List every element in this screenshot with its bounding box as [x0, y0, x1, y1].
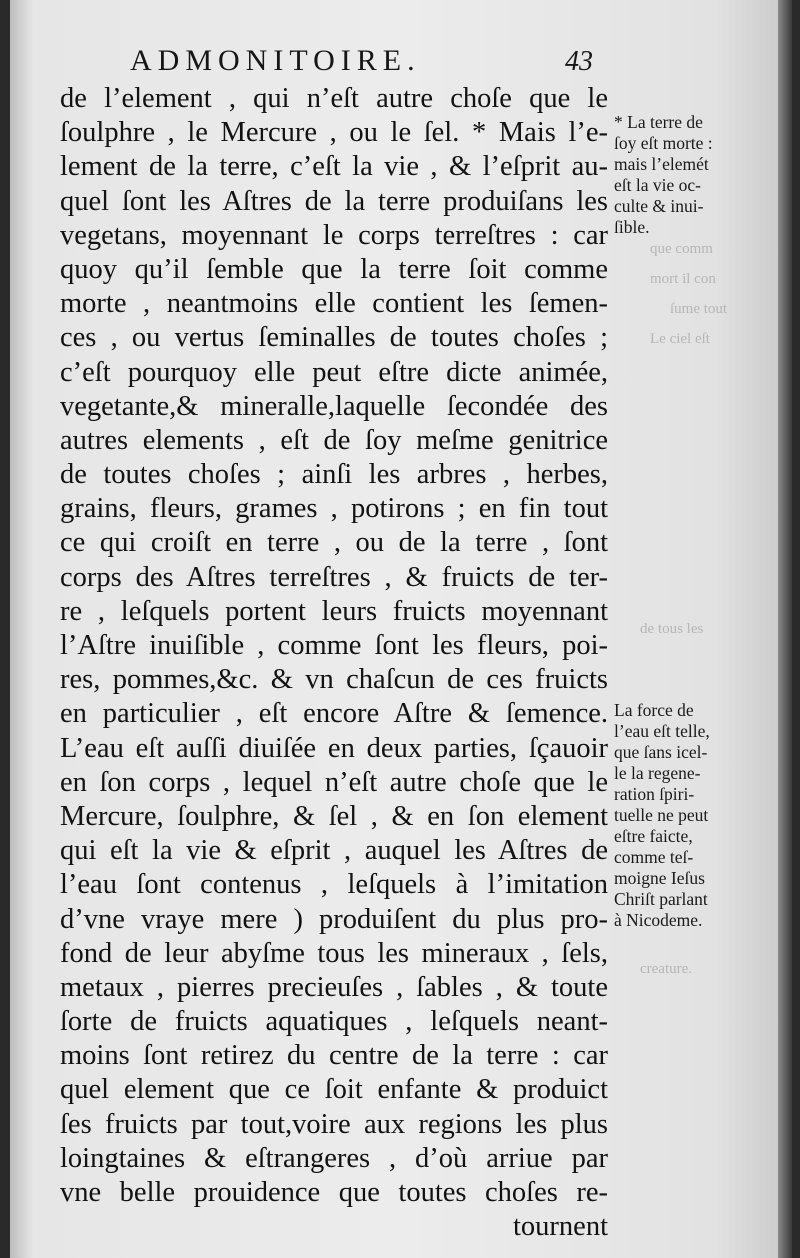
text-line: quel ſont les Aſtres de la terre produiſans les: [60, 185, 608, 217]
margin-note-line: eſtre faicte,: [614, 826, 693, 846]
margin-note-water: [614, 700, 774, 931]
text-line: ces , ou vertus ſeminalles de toutes choſes ;: [60, 322, 608, 354]
margin-note-line: que ſans icel-: [614, 742, 708, 762]
text-line: metaux , pierres precieuſes , ſables , & toute: [60, 971, 608, 1003]
margin-note-line: ſible.: [614, 217, 650, 237]
text-line: vegetante,& mineralle,laquelle ſecondée des: [60, 390, 608, 422]
show-through-decoration: de tous les: [640, 621, 704, 637]
margin-note-earth: [614, 112, 774, 238]
margin-note-line: le la regene-: [614, 763, 701, 783]
margin-note-line: culte & inui-: [614, 196, 704, 216]
margin-note-line: eſt la vie oc-: [614, 175, 701, 195]
text-line: fond de leur abyſme tous les mineraux , ſels,: [60, 937, 608, 969]
text-line: de l’element , qui n’eſt autre choſe que le: [60, 83, 608, 114]
text-line: ce qui croiſt en terre , ou de la terre , ſont: [60, 527, 608, 559]
main-text-block: [60, 82, 608, 1244]
show-through-decoration: mort il con: [650, 271, 716, 287]
margin-note-line: * La terre de: [614, 112, 703, 132]
margin-note-line: mais l’elemét: [614, 154, 709, 174]
running-head: ADMONITOIRE.: [130, 44, 421, 77]
show-through-decoration: que comm: [650, 241, 713, 257]
margin-note-line: La force de: [614, 700, 694, 720]
text-line: ſoulphre , le Mercure , ou le ſel. * Mais l’e-: [60, 117, 608, 149]
text-line: L’eau eſt auſſi diuiſée en deux parties, ſçauoir: [60, 732, 608, 764]
text-line: d’vne vraye mere ) produiſent du plus pro-: [60, 903, 608, 935]
text-line: Mercure, ſoulphre, & ſel , & en ſon element: [60, 800, 608, 832]
text-line: ſes fruicts par tout,voire aux regions les plus: [60, 1108, 608, 1140]
text-line: quel element que ce ſoit enfante & produict: [60, 1074, 608, 1106]
text-line: vne belle prouidence que toutes choſes re-: [60, 1177, 608, 1208]
text-line: de toutes choſes ; ainſi les arbres , herbes,: [60, 459, 608, 491]
text-line: re , leſquels portent leurs fruicts moyennant: [60, 595, 608, 627]
margin-note-line: à Nicodeme.: [614, 910, 703, 930]
show-through-decoration: ſume tout: [670, 301, 728, 317]
margin-note-line: l’eau eſt telle,: [614, 721, 710, 741]
text-line: ſorte de fruicts aquatiques , leſquels neant-: [60, 1006, 608, 1038]
margin-note-line: tuelle ne peut: [614, 805, 709, 825]
text-line: en ſon corps , lequel n’eſt autre choſe que le: [60, 766, 608, 798]
page-edge-shadow: [778, 0, 792, 1258]
text-line: loingtaines & eſtrangeres , d’où arriue par: [60, 1142, 608, 1174]
margin-note-line: ſoy eſt morte :: [614, 133, 713, 153]
show-through-decoration: creature.: [640, 961, 693, 977]
page-number: 43: [565, 46, 593, 77]
text-line: qui eſt la vie & eſprit , auquel les Aſtres de: [60, 835, 608, 867]
text-line: c’eſt pourquoy elle peut eſtre dicte animée,: [60, 356, 608, 388]
margin-note-line: moigne Ieſus: [614, 868, 705, 888]
text-line: res, pommes,&c. & vn chaſcun de ces fruicts: [60, 664, 608, 696]
text-line: l’eau ſont contenus , leſquels à l’imitation: [60, 869, 608, 901]
text-line: morte , neantmoins elle contient les ſemen-: [60, 288, 608, 320]
text-line: corps des Aſtres terreſtres , & fruicts de ter-: [60, 561, 608, 593]
text-line: grains, fleurs, grames , potirons ; en fin tout: [60, 493, 608, 525]
text-line: moins ſont retirez du centre de la terre : car: [60, 1040, 608, 1072]
margin-note-line: Chriſt parlant: [614, 889, 708, 909]
margin-note-line: comme teſ-: [614, 847, 694, 867]
text-line: vegetans, moyennant le corps terreſtres : car: [60, 219, 608, 251]
text-line: autres elements , eſt de ſoy meſme genitrice: [60, 424, 608, 456]
text-line: en particulier , eſt encore Aſtre & ſemence.: [60, 698, 608, 730]
text-line: tournent: [513, 1211, 608, 1243]
text-line: l’Aſtre inuiſible , comme ſont les fleurs, poi-: [60, 630, 608, 661]
show-through-decoration: Le ciel eſt: [650, 331, 710, 347]
margin-note-line: ration ſpiri-: [614, 784, 695, 804]
book-page: [10, 0, 792, 1258]
text-line: lement de la terre, c’eſt la vie , & l’eſprit au-: [60, 151, 608, 183]
text-line: quoy qu’il ſemble que la terre ſoit comme: [60, 253, 608, 285]
